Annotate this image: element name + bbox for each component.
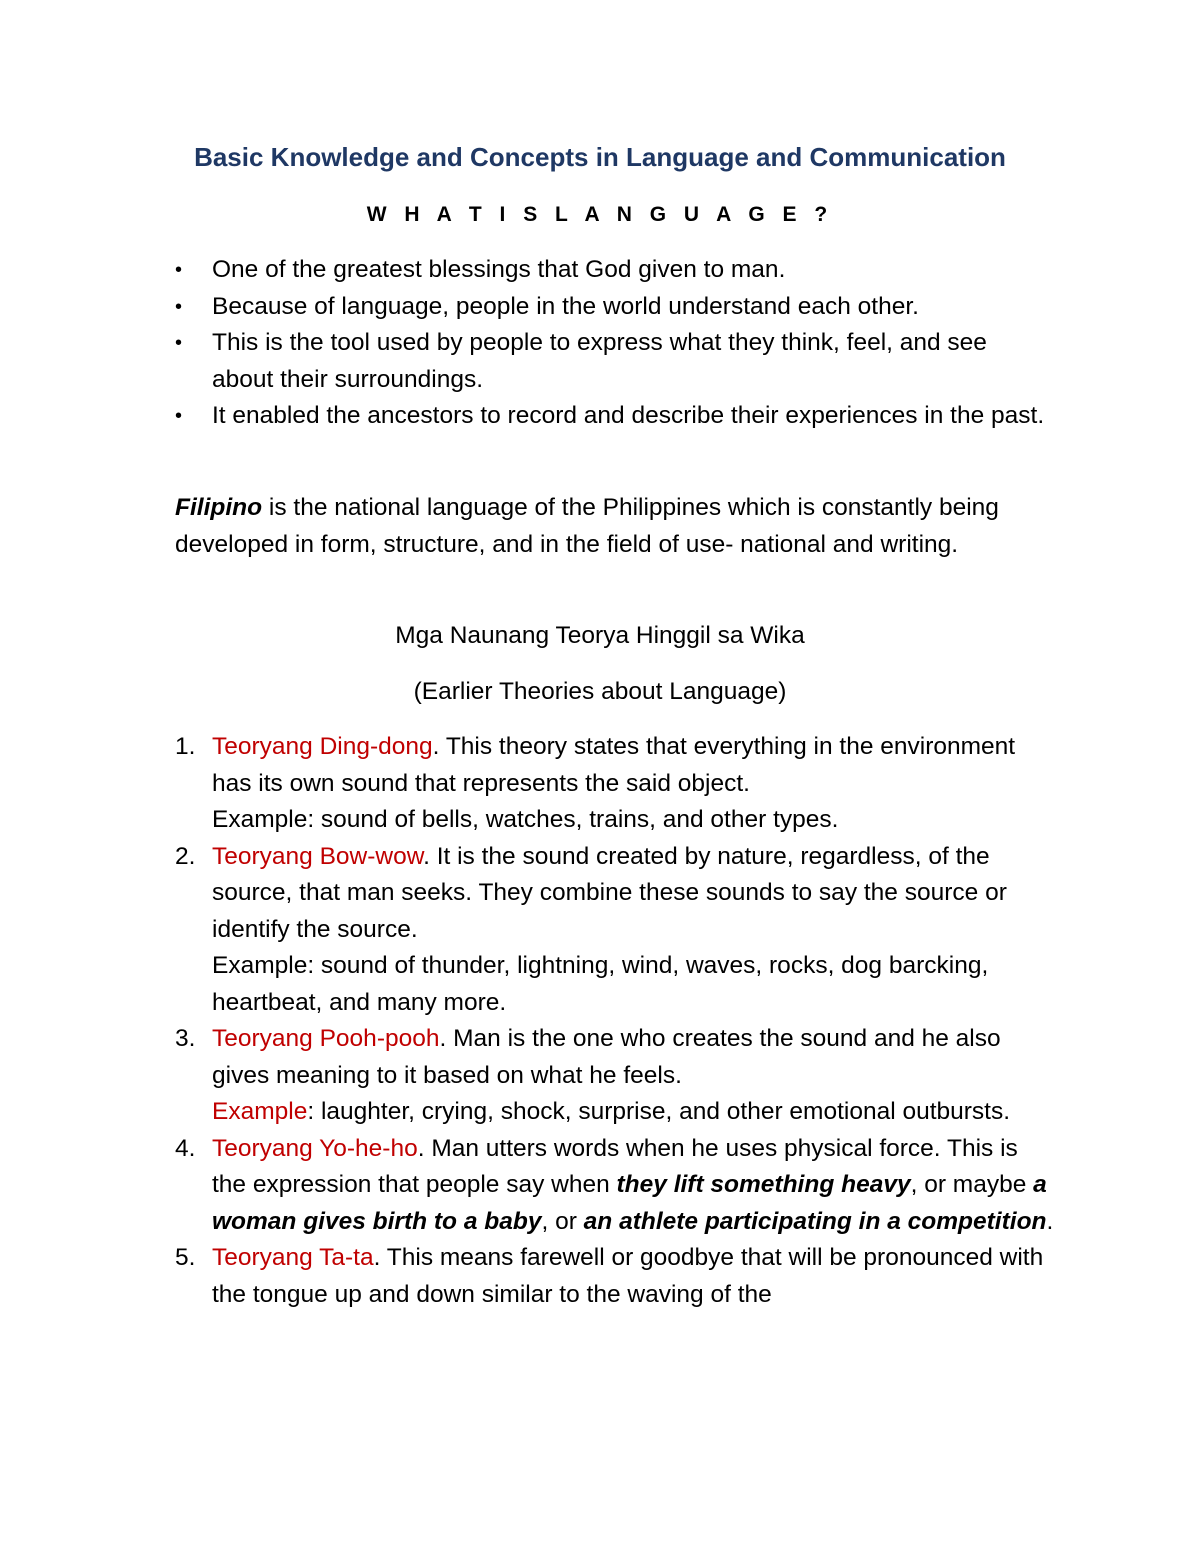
- document-title: Basic Knowledge and Concepts in Language and Communication: [194, 142, 1006, 172]
- filipino-term: Filipino: [175, 494, 263, 521]
- theory-number: 3.: [175, 1025, 196, 1052]
- theory-name: Teoryang Ding-dong: [212, 733, 433, 760]
- list-item: [175, 325, 1055, 398]
- theory-number: 1.: [175, 733, 196, 760]
- theory-item: [175, 839, 1055, 1022]
- theory-item: [175, 729, 1055, 839]
- theory-number: 4.: [175, 1134, 196, 1162]
- theory-item: [175, 1131, 1055, 1241]
- theory-example: : laughter, crying, shock, surprise, and other emotional outbursts.: [307, 1098, 1011, 1125]
- theory-name: Teoryang Ta-ta: [212, 1244, 374, 1271]
- list-item: [175, 398, 1055, 435]
- bullet-icon: •: [175, 259, 183, 281]
- theory-item: [175, 1240, 1055, 1313]
- theory-item: [175, 1021, 1055, 1131]
- theory-text: .: [1046, 1207, 1054, 1235]
- theory-text: . Man utters words when he uses physical force. This is the expression that people say when: [212, 1134, 1018, 1198]
- theory-name: Teoryang Bow-wow: [212, 842, 424, 870]
- bullet-icon: •: [175, 295, 183, 318]
- theory-text: . This means farewell or goodbye that will be pronounced with the tongue up and down similar to the waving of the: [212, 1244, 1044, 1308]
- theory-number: 2.: [175, 842, 196, 870]
- theories-subheading: (Earlier Theories about Language): [413, 678, 787, 705]
- theory-text: . Man is the one who creates the sound and he also gives meaning to it based on what he feels.: [212, 1025, 1001, 1089]
- list-item-text: One of the greatest blessings that God given to man.: [212, 256, 786, 283]
- list-item-text: It enabled the ancestors to record and describe their experiences in the past.: [212, 402, 1045, 429]
- list-item-text: Because of language, people in the world understand each other.: [212, 292, 919, 320]
- emphasis-text: an athlete participating in a competition: [583, 1207, 1047, 1235]
- theory-example: Example: sound of thunder, lightning, wind, waves, rocks, dog barcking, heartbeat, and many more.: [212, 952, 989, 1016]
- theory-number: 5.: [175, 1244, 196, 1271]
- section-heading: W H A T I S L A N G U A G E ?: [366, 203, 834, 226]
- example-label: Example: [212, 1098, 308, 1125]
- emphasis-text: they lift something heavy: [616, 1171, 911, 1198]
- filipino-paragraph: [175, 490, 1055, 563]
- emphasis-text: a woman gives birth to a baby: [212, 1171, 1047, 1235]
- theory-text: . It is the sound created by nature, regardless, of the source, that man seeks. They combine these sounds to say the source or identify the source.: [212, 842, 1007, 943]
- list-item: [175, 252, 1055, 289]
- list-item-text: This is the tool used by people to express what they think, feel, and see about their surroundings.: [212, 329, 987, 393]
- bullet-list: [175, 252, 1055, 435]
- theory-text: , or maybe: [910, 1171, 1034, 1198]
- bullet-icon: •: [175, 405, 183, 427]
- theory-text: . This theory states that everything in the environment has its own sound that represents the said object.: [212, 733, 1016, 797]
- theory-text: , or: [541, 1207, 584, 1235]
- list-item: [175, 289, 1055, 326]
- theories-heading: Mga Naunang Teorya Hinggil sa Wika: [395, 622, 805, 649]
- theory-example: Example: sound of bells, watches, trains, and other types.: [212, 806, 839, 833]
- theory-name: Teoryang Yo-he-ho: [212, 1134, 418, 1162]
- theories-list: [175, 729, 1055, 1313]
- theory-name: Teoryang Pooh-pooh: [212, 1025, 440, 1052]
- paragraph-text: is the national language of the Philippines which is constantly being developed in form, structure, and in the field of use- national and writing.: [175, 494, 999, 558]
- bullet-icon: •: [175, 332, 183, 354]
